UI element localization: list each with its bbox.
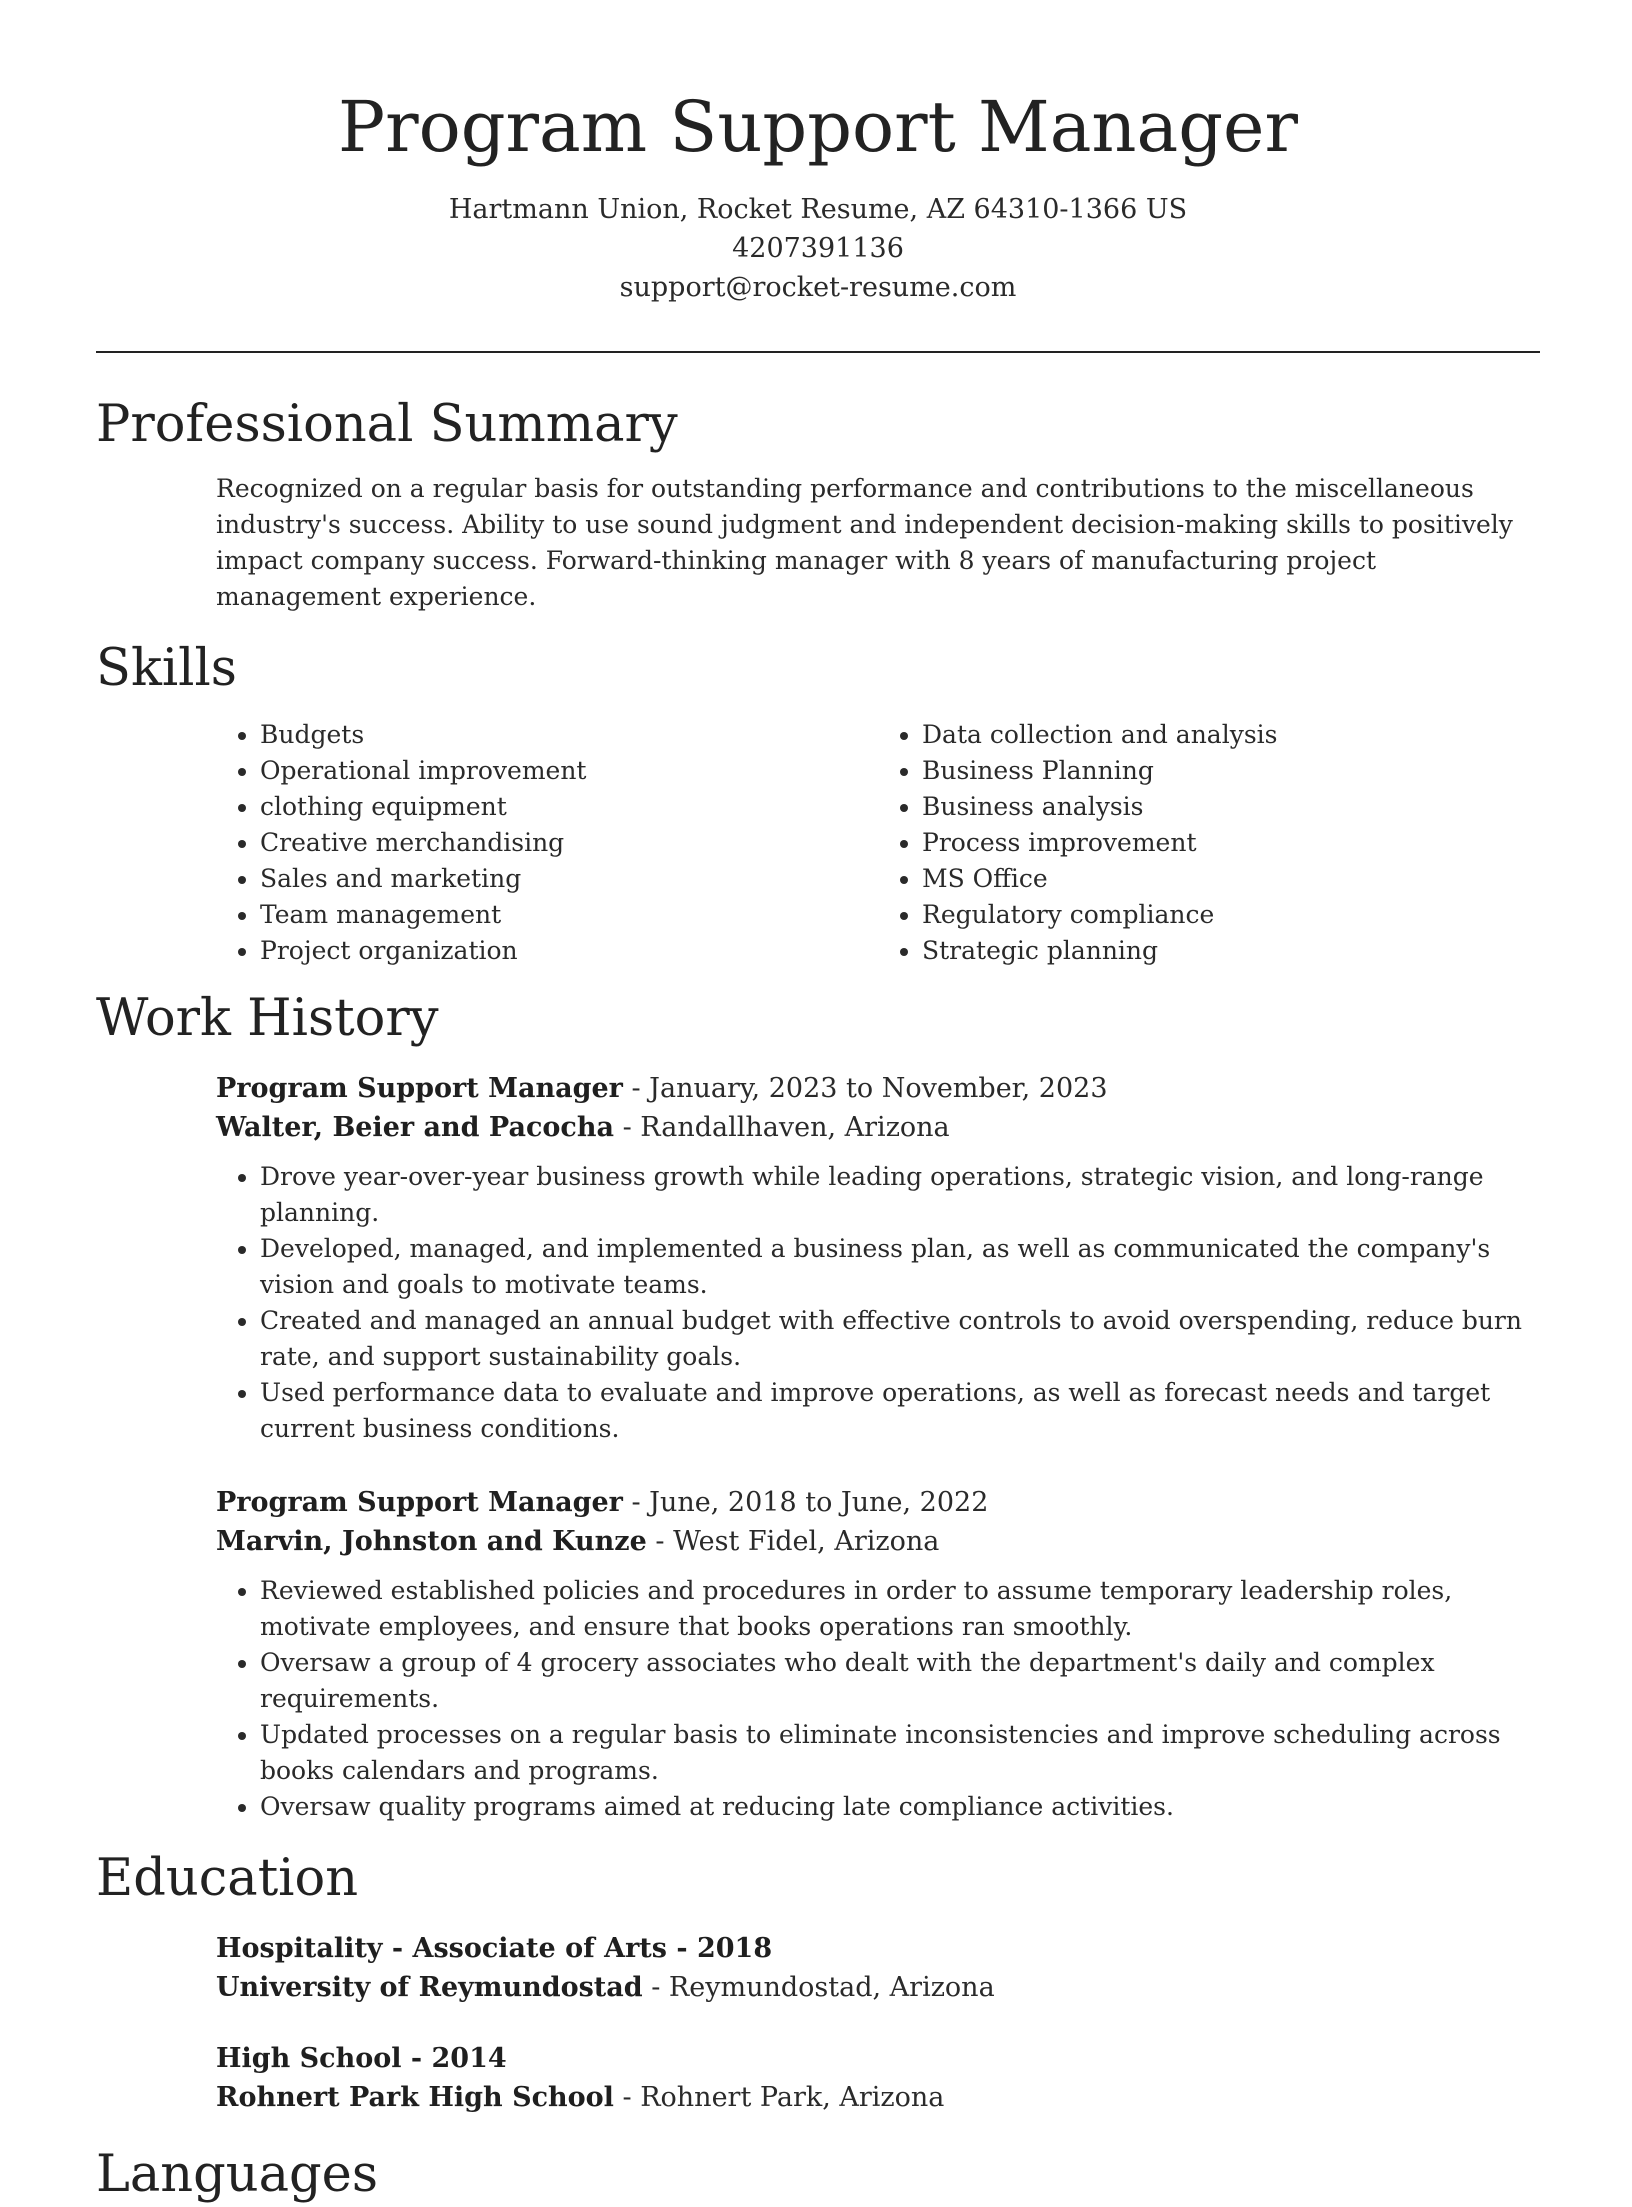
job-bullet: • Drove year-over-year business growth while leading operations, strategic vision, and long-range planning. xyxy=(260,1159,1540,1231)
job-role: Program Support Manager xyxy=(216,1487,623,1518)
skill-item: • clothing equipment xyxy=(260,789,878,825)
section-title-education: Education xyxy=(96,1849,359,1908)
education-degree: High School - 2014 xyxy=(216,2043,507,2074)
job-bullet-list xyxy=(216,1159,1540,1447)
section-title-languages: Languages xyxy=(96,2145,379,2204)
skill-item: • Project organization xyxy=(260,933,878,969)
section-title-summary: Professional Summary xyxy=(96,395,678,454)
contact-address: Hartmann Union, Rocket Resume, AZ 64310-1366 US xyxy=(448,194,1188,225)
job-bullet: • Updated processes on a regular basis to eliminate inconsistencies and improve scheduling across books calendars and programs. xyxy=(260,1717,1540,1789)
skill-item: • Budgets xyxy=(260,717,878,753)
education-degree-line xyxy=(216,2039,1540,2078)
skill-item: • Business analysis xyxy=(922,789,1540,825)
header-divider xyxy=(96,351,1540,353)
education-entry xyxy=(216,2039,1540,2117)
job-role: Program Support Manager xyxy=(216,1073,623,1104)
skill-item: • Creative merchandising xyxy=(260,825,878,861)
job-entry xyxy=(216,1483,1540,1825)
job-bullet: • Developed, managed, and implemented a business plan, as well as communicated the company's vision and goals to motivate teams. xyxy=(260,1231,1540,1303)
summary-text: Recognized on a regular basis for outstanding performance and contributions to the miscellaneous industry's success. Ability to use sound judgment and independent decision-making skills to positively impact company success. Forward-thinking manager with 8 years of manufacturing project management experience. xyxy=(216,474,1513,611)
section-title-skills: Skills xyxy=(96,639,237,698)
job-company: Marvin, Johnston and Kunze xyxy=(216,1526,647,1557)
job-dates: - June, 2018 to June, 2022 xyxy=(622,1487,989,1518)
candidate-name: Program Support Manager xyxy=(338,86,1298,168)
job-dates: - January, 2023 to November, 2023 xyxy=(622,1073,1108,1104)
job-title-line xyxy=(216,1069,1540,1108)
education-school-line xyxy=(216,1968,1540,2007)
education-location: - Reymundostad, Arizona xyxy=(642,1972,995,2003)
skills-grid xyxy=(216,717,1540,969)
job-location: - Randallhaven, Arizona xyxy=(614,1112,950,1143)
skill-item: • Regulatory compliance xyxy=(922,897,1540,933)
resume-page xyxy=(96,0,1540,2207)
job-company: Walter, Beier and Pacocha xyxy=(216,1112,614,1143)
job-bullet: • Used performance data to evaluate and improve operations, as well as forecast needs and target current business conditions. xyxy=(260,1375,1540,1447)
skill-item: • Team management xyxy=(260,897,878,933)
education-school-line xyxy=(216,2078,1540,2117)
education-school: Rohnert Park High School xyxy=(216,2082,614,2113)
job-bullet: • Oversaw a group of 4 grocery associates who dealt with the department's daily and complex requirements. xyxy=(260,1645,1540,1717)
job-company-line xyxy=(216,1108,1540,1147)
education-entry xyxy=(216,1929,1540,2007)
job-title-line xyxy=(216,1483,1540,1522)
job-bullet: • Created and managed an annual budget with effective controls to avoid overspending, reduce burn rate, and support sustainability goals. xyxy=(260,1303,1540,1375)
skills-list-right xyxy=(878,717,1540,969)
job-company-line xyxy=(216,1522,1540,1561)
contact-email: support@rocket-resume.com xyxy=(619,272,1017,303)
section-title-work-history: Work History xyxy=(96,989,439,1048)
education-location: - Rohnert Park, Arizona xyxy=(613,2082,945,2113)
job-entry xyxy=(216,1069,1540,1447)
education-degree: Hospitality - Associate of Arts - 2018 xyxy=(216,1933,773,1964)
skill-item: • Strategic planning xyxy=(922,933,1540,969)
skill-item: • Operational improvement xyxy=(260,753,878,789)
education-school: University of Reymundostad xyxy=(216,1972,643,2003)
contact-block xyxy=(96,190,1540,307)
job-bullet-list xyxy=(216,1573,1540,1825)
skill-item: • Process improvement xyxy=(922,825,1540,861)
job-bullet: • Oversaw quality programs aimed at reducing late compliance activities. xyxy=(260,1789,1540,1825)
education-degree-line xyxy=(216,1929,1540,1968)
job-bullet: • Reviewed established policies and procedures in order to assume temporary leadership roles, motivate employees, and ensure that books operations ran smoothly. xyxy=(260,1573,1540,1645)
skill-item: • Data collection and analysis xyxy=(922,717,1540,753)
skills-list-left xyxy=(216,717,878,969)
skill-item: • MS Office xyxy=(922,861,1540,897)
job-location: - West Fidel, Arizona xyxy=(646,1526,940,1557)
contact-phone: 4207391136 xyxy=(732,233,904,264)
skill-item: • Business Planning xyxy=(922,753,1540,789)
skill-item: • Sales and marketing xyxy=(260,861,878,897)
resume-header xyxy=(96,0,1540,307)
